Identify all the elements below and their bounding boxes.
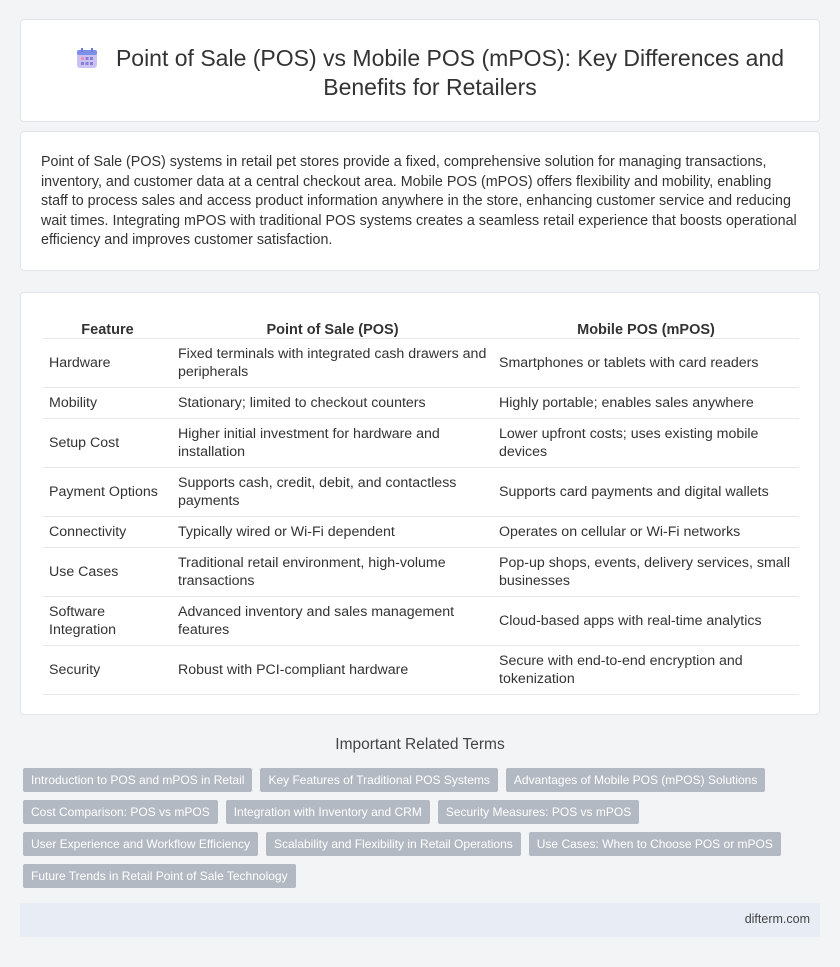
pos-cell: Fixed terminals with integrated cash drawers and peripherals	[172, 338, 493, 387]
related-terms-list	[23, 768, 813, 888]
calendar-grid-icon	[76, 47, 98, 69]
pos-cell: Advanced inventory and sales management features	[172, 596, 493, 645]
table-row	[43, 387, 799, 418]
feature-cell: Mobility	[43, 387, 172, 418]
title-card	[20, 19, 820, 122]
table-row	[43, 467, 799, 516]
related-term-tag[interactable]: Security Measures: POS vs mPOS	[438, 800, 639, 824]
related-term-tag[interactable]: Integration with Inventory and CRM	[226, 800, 430, 824]
feature-cell: Connectivity	[43, 516, 172, 547]
header-feature: Feature	[43, 315, 172, 338]
feature-cell: Software Integration	[43, 596, 172, 645]
mpos-cell: Smartphones or tablets with card readers	[493, 338, 799, 387]
pos-cell: Stationary; limited to checkout counters	[172, 387, 493, 418]
mpos-cell: Cloud-based apps with real-time analytics	[493, 596, 799, 645]
related-term-tag[interactable]: User Experience and Workflow Efficiency	[23, 832, 258, 856]
intro-card	[20, 131, 820, 271]
mpos-cell: Secure with end-to-end encryption and tokenization	[493, 645, 799, 694]
related-term-tag[interactable]: Scalability and Flexibility in Retail Operations	[266, 832, 521, 856]
header-pos: Point of Sale (POS)	[172, 315, 493, 338]
table-row	[43, 338, 799, 387]
page-title: Point of Sale (POS) vs Mobile POS (mPOS): Key Differences and Benefits for Retailers	[115, 45, 785, 100]
table-header-row	[43, 315, 799, 338]
related-term-tag[interactable]: Cost Comparison: POS vs mPOS	[23, 800, 218, 824]
feature-cell: Setup Cost	[43, 418, 172, 467]
feature-cell: Hardware	[43, 338, 172, 387]
mpos-cell: Lower upfront costs; uses existing mobile devices	[493, 418, 799, 467]
header-mpos: Mobile POS (mPOS)	[493, 315, 799, 338]
table-row	[43, 596, 799, 645]
table-row	[43, 547, 799, 596]
feature-cell: Payment Options	[43, 467, 172, 516]
related-terms-heading: Important Related Terms	[335, 736, 505, 753]
pos-cell: Robust with PCI-compliant hardware	[172, 645, 493, 694]
pos-cell: Traditional retail environment, high-volume transactions	[172, 547, 493, 596]
related-term-tag[interactable]: Future Trends in Retail Point of Sale Technology	[23, 864, 296, 888]
related-term-tag[interactable]: Key Features of Traditional POS Systems	[260, 768, 497, 792]
comparison-card	[20, 292, 820, 715]
mpos-cell: Supports card payments and digital wallets	[493, 467, 799, 516]
footer-bar	[20, 903, 820, 937]
pos-cell: Higher initial investment for hardware and installation	[172, 418, 493, 467]
feature-cell: Use Cases	[43, 547, 172, 596]
page-title-wrap	[61, 44, 799, 102]
mpos-cell: Pop-up shops, events, delivery services, small businesses	[493, 547, 799, 596]
intro-paragraph: Point of Sale (POS) systems in retail pet stores provide a fixed, comprehensive solution for managing transactions, inventory, and customer data at a central checkout area. Mobile POS (mPOS) offers flexibility and mobility, enabling staff to process sales and access product information anywhere in the store, enhancing customer service and reducing wait times. Integrating mPOS with traditional POS systems creates a seamless retail experience that boosts operational efficiency and improves customer satisfaction.	[41, 154, 797, 248]
comparison-table	[43, 315, 799, 695]
mpos-cell: Highly portable; enables sales anywhere	[493, 387, 799, 418]
table-row	[43, 645, 799, 694]
related-term-tag[interactable]: Advantages of Mobile POS (mPOS) Solutions	[506, 768, 765, 792]
mpos-cell: Operates on cellular or Wi-Fi networks	[493, 516, 799, 547]
related-term-tag[interactable]: Introduction to POS and mPOS in Retail	[23, 768, 252, 792]
related-term-tag[interactable]: Use Cases: When to Choose POS or mPOS	[529, 832, 781, 856]
pos-cell: Supports cash, credit, debit, and contactless payments	[172, 467, 493, 516]
table-row	[43, 418, 799, 467]
footer-site-link[interactable]: difterm.com	[744, 912, 810, 926]
table-row	[43, 516, 799, 547]
pos-cell: Typically wired or Wi-Fi dependent	[172, 516, 493, 547]
feature-cell: Security	[43, 645, 172, 694]
